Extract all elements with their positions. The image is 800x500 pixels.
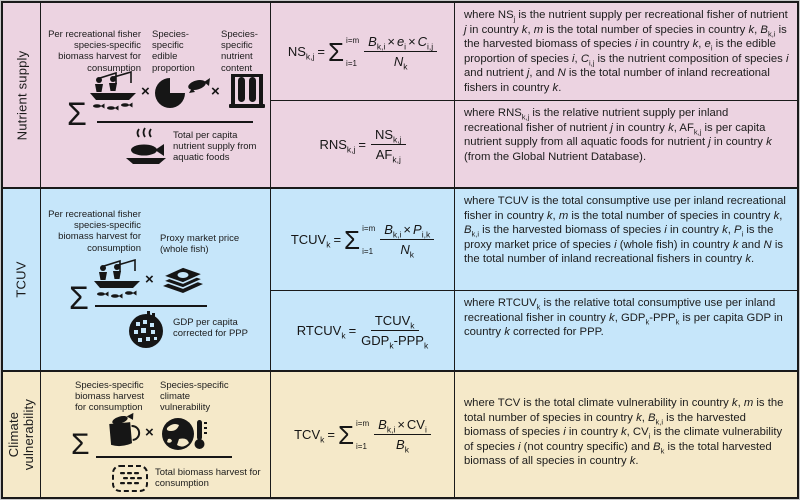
- multiply-sign: ×: [145, 271, 154, 288]
- caption-gdp-ppp: GDP per capita corrected for PPP: [173, 317, 248, 340]
- sigma-symbol: Σ: [327, 36, 345, 67]
- pie-fish-icon: [154, 75, 210, 111]
- fish-bucket-icon: [101, 412, 141, 450]
- diagram-tcuv: [41, 189, 271, 372]
- diagram-climate-vulnerability: [41, 372, 271, 497]
- figure-grid: [3, 3, 797, 497]
- caption-nutrient-content: Species-specific nutrient content: [221, 29, 258, 74]
- diagram-nutrient-supply: [41, 3, 271, 189]
- sigma-symbol: Σ: [67, 96, 87, 132]
- sigma-symbol: Σ: [69, 280, 89, 316]
- row-label-text: TCUV: [13, 261, 29, 298]
- formula-tcuv: $TCUV_k$ = Σ i=m i=1 $\frac{B_{k,i} \times P_{i,k}}{N_k}$: [271, 189, 455, 291]
- test-tubes-icon: [227, 73, 267, 109]
- caption-total-biomass: Total biomass harvest for consumption: [155, 467, 261, 490]
- gdp-globe-icon: [127, 311, 165, 349]
- fisher-icon: [87, 71, 139, 111]
- row-label-text: Nutrient supply: [14, 50, 29, 140]
- caption-species-biomass: Species-specific biomass harvest for consumption: [75, 380, 145, 414]
- caption-biomass-harvest: Per recreational fisher species-specific biomass harvest for consumption: [48, 29, 141, 74]
- sigma-symbol: Σ: [337, 419, 355, 450]
- dashed-bin-icon: [111, 464, 151, 494]
- multiply-sign: ×: [211, 83, 220, 100]
- desc-tcuv: where TCUV is the total consumptive use per inland recreational fisher in country k, m is the total number of species in country k, $B_{k,i}$ is the harvested biomass of species i in country k, $P_i$ is the proxy market price of species i (whole fish) in country k and N is the total number of inland recreational fishers in country k.: [455, 189, 797, 291]
- desc-tcv: where TCV is the total climate vulnerability in country k, m is the total number of species in country k, $B_{k,i}$ is the harvested biomass of species i in country k, $CV_i$ is the climate vulnerability of species i (not country specific) and $B_k$ is the total harvested biomass of all species in country k.: [455, 372, 797, 497]
- money-icon: [159, 265, 207, 299]
- fraction-line: [97, 121, 253, 123]
- multiply-sign: ×: [141, 83, 150, 100]
- caption-edible-proportion: Species-specific edible proportion: [152, 29, 195, 74]
- plate-icon: [123, 127, 169, 165]
- fisher-icon: [91, 259, 143, 299]
- formula-tcv: $TCV_k$ = Σ i=m i=1 $\frac{B_{k,i} \times CV_i}{B_k}$: [271, 372, 455, 497]
- desc-rns: where $RNS_{k,j}$ is the relative nutrient supply per inland recreational fisher of nutrient j in country k, $AF_{k,j}$ is per capita nutrient supply from all aquatic foods for nutrient j in country k (from the Global Nutrient Database).: [455, 101, 797, 189]
- sigma-symbol: Σ: [71, 428, 90, 461]
- sigma-symbol: Σ: [344, 224, 361, 255]
- fraction-line: [96, 456, 232, 458]
- caption-proxy-price: Proxy market price (whole fish): [160, 233, 240, 256]
- caption-climate-vulnerability: Species-specific climate vulnerability: [160, 380, 229, 414]
- row-label-nutrient-supply: [3, 3, 41, 189]
- multiply-sign: ×: [145, 424, 154, 441]
- formula-ns: $NS_{k,j}$ = Σ i=m i=1 $\frac{B_{k,i} \times e_i \times C_{i,j}}{N_k}$: [271, 3, 455, 101]
- row-label-climate-vulnerability: [3, 372, 41, 497]
- formula-rtcuv: $RTCUV_k$ = $\frac{TCUV_k}{GDP_k-PPP_k}$: [271, 291, 455, 372]
- formula-rns: $RNS_{k,j}$ = $\frac{NS_{k,j}}{AF_{k,j}}$: [271, 101, 455, 189]
- fraction-line: [95, 305, 207, 307]
- caption-total-nutrient-supply: Total per capita nutrient supply from aquatic foods: [173, 130, 257, 164]
- desc-rtcuv: where $RTCUV_k$ is the relative total consumptive use per inland recreational fisher in country k, $GDP_k-PPP_k$ is per capita GDP in country k corrected for PPP.: [455, 291, 797, 372]
- methods-figure: [1, 1, 799, 499]
- row-label-text: Climate vulnerability: [5, 398, 36, 471]
- caption-biomass-harvest: Per recreational fisher species-specific biomass harvest for consumption: [48, 209, 141, 254]
- desc-ns: where $NS_j$ is the nutrient supply per recreational fisher of nutrient j in country k, m is the total number of species in country k, $B_{k,i}$ is the harvested biomass of species i in country k, $e_i$ is the edible proportion of species i, $C_{i,j}$ is the nutrient composition of species i and nutrient j, and N is the total number of inland recreational fishers in country k.: [455, 3, 797, 101]
- globe-thermometer-icon: [161, 414, 207, 452]
- row-label-tcuv: [3, 189, 41, 372]
